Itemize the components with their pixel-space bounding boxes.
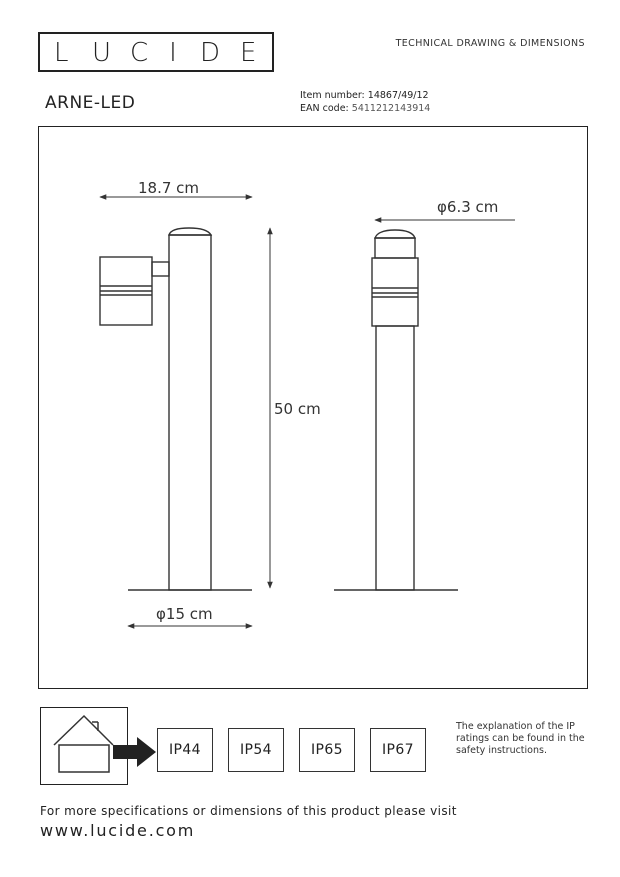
ip-ratings-note: The explanation of the IP ratings can be found in the safety instructions.	[456, 721, 585, 756]
ean-code-label: EAN code:	[300, 103, 349, 114]
house-icon-box	[40, 707, 128, 785]
product-name: ARNE-LED	[45, 93, 136, 113]
header-title: TECHNICAL DRAWING & DIMENSIONS	[395, 38, 585, 49]
side-view-joint	[152, 262, 169, 276]
logo-letter: I	[169, 38, 177, 68]
ip54-badge: IP54	[228, 728, 284, 772]
front-view-top	[375, 238, 415, 258]
side-view-cap	[169, 228, 211, 235]
logo-letter: D	[200, 38, 221, 68]
base-diameter-label: φ15 cm	[156, 605, 213, 623]
front-view-cap	[375, 230, 415, 238]
footer-text: For more specifications or dimensions of this product please visit	[40, 804, 457, 818]
item-number-label: Item number:	[300, 90, 365, 101]
logo-letter: L	[54, 38, 69, 68]
logo-letter: E	[240, 38, 257, 68]
head-diameter-label: φ6.3 cm	[437, 198, 499, 216]
ip44-badge: IP44	[157, 728, 213, 772]
item-number-value: 14867/49/12	[367, 90, 429, 101]
side-view-lamp	[100, 228, 252, 590]
height-dimension-label: 50 cm	[274, 400, 321, 418]
width-dimension-label: 18.7 cm	[138, 179, 200, 197]
ean-code-value: 5411212143914	[351, 103, 431, 114]
front-view-lamp	[334, 230, 458, 590]
logo-letter: C	[130, 38, 149, 68]
side-view-pole	[169, 235, 211, 590]
ip65-badge: IP65	[299, 728, 355, 772]
front-view-spot-head	[372, 258, 418, 326]
front-view-pole	[376, 326, 414, 590]
ip67-badge: IP67	[370, 728, 426, 772]
footer-link[interactable]: www.lucide.com	[40, 821, 196, 840]
logo-letter: U	[92, 38, 112, 68]
